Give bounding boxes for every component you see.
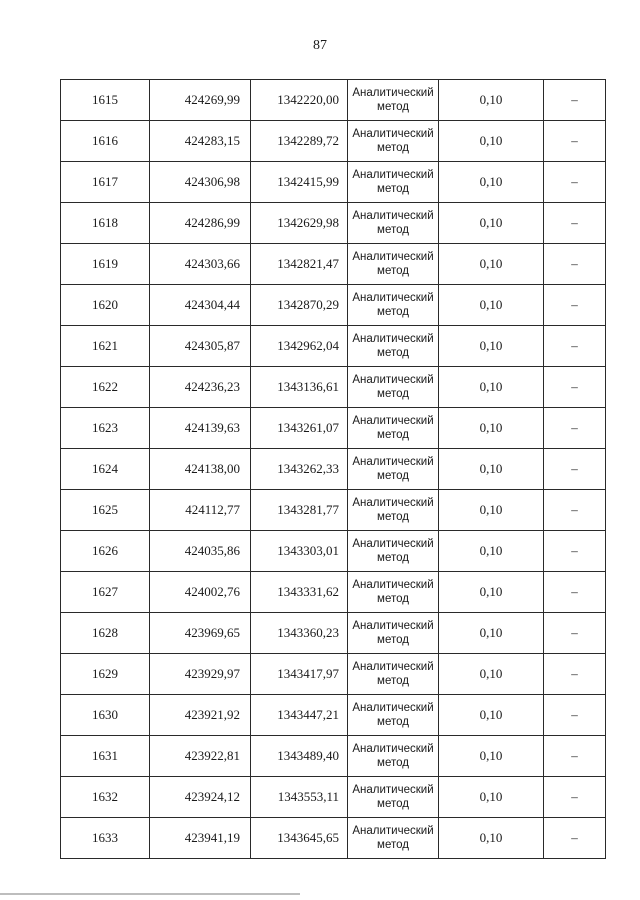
- table-row: [61, 695, 606, 736]
- method-line-2: метод: [377, 675, 409, 687]
- method-line-2: метод: [377, 429, 409, 441]
- method-line-2: метод: [377, 470, 409, 482]
- y-coordinate-cell: 1342962,04: [251, 326, 348, 367]
- method-line-2: метод: [377, 347, 409, 359]
- precision-cell: 0,10: [439, 285, 544, 326]
- method-cell: [348, 121, 439, 162]
- note-cell: –: [544, 777, 606, 818]
- method-cell: [348, 818, 439, 859]
- method-cell: [348, 326, 439, 367]
- x-coordinate-cell: 424283,15: [150, 121, 251, 162]
- precision-cell: 0,10: [439, 80, 544, 121]
- x-coordinate-cell: 424305,87: [150, 326, 251, 367]
- method-cell: [348, 408, 439, 449]
- precision-cell: 0,10: [439, 490, 544, 531]
- y-coordinate-cell: 1343303,01: [251, 531, 348, 572]
- precision-cell: 0,10: [439, 449, 544, 490]
- method-line-1: Аналитический: [352, 128, 434, 140]
- precision-cell: 0,10: [439, 531, 544, 572]
- point-number-cell: 1622: [61, 367, 150, 408]
- y-coordinate-cell: 1343136,61: [251, 367, 348, 408]
- y-coordinate-cell: 1343645,65: [251, 818, 348, 859]
- method-line-1: Аналитический: [352, 374, 434, 386]
- method-cell: [348, 285, 439, 326]
- table-row: [61, 367, 606, 408]
- x-coordinate-cell: 423969,65: [150, 613, 251, 654]
- method-cell: [348, 531, 439, 572]
- method-line-1: Аналитический: [352, 497, 434, 509]
- table-row: [61, 490, 606, 531]
- precision-cell: 0,10: [439, 818, 544, 859]
- table-row: [61, 613, 606, 654]
- note-cell: –: [544, 244, 606, 285]
- note-cell: –: [544, 367, 606, 408]
- precision-cell: 0,10: [439, 654, 544, 695]
- point-number-cell: 1616: [61, 121, 150, 162]
- method-line-1: Аналитический: [352, 579, 434, 591]
- table-body: [61, 80, 606, 859]
- note-cell: –: [544, 80, 606, 121]
- precision-cell: 0,10: [439, 613, 544, 654]
- method-line-2: метод: [377, 101, 409, 113]
- y-coordinate-cell: 1342220,00: [251, 80, 348, 121]
- method-line-2: метод: [377, 798, 409, 810]
- x-coordinate-cell: 424236,23: [150, 367, 251, 408]
- point-number-cell: 1619: [61, 244, 150, 285]
- method-cell: [348, 244, 439, 285]
- x-coordinate-cell: 424112,77: [150, 490, 251, 531]
- point-number-cell: 1617: [61, 162, 150, 203]
- method-line-2: метод: [377, 839, 409, 851]
- x-coordinate-cell: 424269,99: [150, 80, 251, 121]
- method-line-2: метод: [377, 757, 409, 769]
- method-line-1: Аналитический: [352, 210, 434, 222]
- method-cell: [348, 613, 439, 654]
- y-coordinate-cell: 1343262,33: [251, 449, 348, 490]
- method-line-1: Аналитический: [352, 415, 434, 427]
- method-line-1: Аналитический: [352, 333, 434, 345]
- method-cell: [348, 162, 439, 203]
- method-cell: [348, 203, 439, 244]
- y-coordinate-cell: 1342629,98: [251, 203, 348, 244]
- table-row: [61, 326, 606, 367]
- point-number-cell: 1621: [61, 326, 150, 367]
- table-row: [61, 818, 606, 859]
- method-line-1: Аналитический: [352, 87, 434, 99]
- point-number-cell: 1629: [61, 654, 150, 695]
- method-line-2: метод: [377, 306, 409, 318]
- y-coordinate-cell: 1343447,21: [251, 695, 348, 736]
- point-number-cell: 1627: [61, 572, 150, 613]
- point-number-cell: 1626: [61, 531, 150, 572]
- point-number-cell: 1625: [61, 490, 150, 531]
- point-number-cell: 1633: [61, 818, 150, 859]
- note-cell: –: [544, 121, 606, 162]
- method-line-1: Аналитический: [352, 743, 434, 755]
- precision-cell: 0,10: [439, 695, 544, 736]
- method-cell: [348, 572, 439, 613]
- method-cell: [348, 449, 439, 490]
- precision-cell: 0,10: [439, 736, 544, 777]
- method-line-2: метод: [377, 716, 409, 728]
- method-line-2: метод: [377, 552, 409, 564]
- y-coordinate-cell: 1343553,11: [251, 777, 348, 818]
- method-line-2: метод: [377, 142, 409, 154]
- method-line-1: Аналитический: [352, 661, 434, 673]
- note-cell: –: [544, 285, 606, 326]
- method-line-1: Аналитический: [352, 169, 434, 181]
- x-coordinate-cell: 423921,92: [150, 695, 251, 736]
- x-coordinate-cell: 424138,00: [150, 449, 251, 490]
- x-coordinate-cell: 424002,76: [150, 572, 251, 613]
- point-number-cell: 1615: [61, 80, 150, 121]
- point-number-cell: 1628: [61, 613, 150, 654]
- precision-cell: 0,10: [439, 777, 544, 818]
- method-cell: [348, 695, 439, 736]
- method-cell: [348, 654, 439, 695]
- precision-cell: 0,10: [439, 408, 544, 449]
- x-coordinate-cell: 424303,66: [150, 244, 251, 285]
- precision-cell: 0,10: [439, 121, 544, 162]
- note-cell: –: [544, 531, 606, 572]
- y-coordinate-cell: 1343281,77: [251, 490, 348, 531]
- method-line-2: метод: [377, 634, 409, 646]
- table-row: [61, 244, 606, 285]
- table-row: [61, 572, 606, 613]
- page-number: 87: [313, 38, 327, 53]
- note-cell: –: [544, 654, 606, 695]
- method-cell: [348, 367, 439, 408]
- note-cell: –: [544, 162, 606, 203]
- y-coordinate-cell: 1343417,97: [251, 654, 348, 695]
- method-cell: [348, 490, 439, 531]
- y-coordinate-cell: 1343261,07: [251, 408, 348, 449]
- method-line-2: метод: [377, 511, 409, 523]
- precision-cell: 0,10: [439, 244, 544, 285]
- precision-cell: 0,10: [439, 203, 544, 244]
- method-line-1: Аналитический: [352, 825, 434, 837]
- point-number-cell: 1623: [61, 408, 150, 449]
- x-coordinate-cell: 424286,99: [150, 203, 251, 244]
- method-cell: [348, 80, 439, 121]
- x-coordinate-cell: 423924,12: [150, 777, 251, 818]
- y-coordinate-cell: 1343489,40: [251, 736, 348, 777]
- precision-cell: 0,10: [439, 367, 544, 408]
- note-cell: –: [544, 490, 606, 531]
- note-cell: –: [544, 408, 606, 449]
- precision-cell: 0,10: [439, 326, 544, 367]
- x-coordinate-cell: 424139,63: [150, 408, 251, 449]
- table-row: [61, 736, 606, 777]
- point-number-cell: 1624: [61, 449, 150, 490]
- method-line-1: Аналитический: [352, 784, 434, 796]
- method-line-2: метод: [377, 388, 409, 400]
- y-coordinate-cell: 1342289,72: [251, 121, 348, 162]
- method-cell: [348, 736, 439, 777]
- method-line-2: метод: [377, 265, 409, 277]
- point-number-cell: 1631: [61, 736, 150, 777]
- table-row: [61, 449, 606, 490]
- precision-cell: 0,10: [439, 572, 544, 613]
- note-cell: –: [544, 203, 606, 244]
- method-line-1: Аналитический: [352, 702, 434, 714]
- note-cell: –: [544, 695, 606, 736]
- note-cell: –: [544, 326, 606, 367]
- table-row: [61, 777, 606, 818]
- scan-artifact-line: [0, 893, 300, 895]
- table-row: [61, 531, 606, 572]
- table-row: [61, 80, 606, 121]
- point-number-cell: 1618: [61, 203, 150, 244]
- table-row: [61, 654, 606, 695]
- table-row: [61, 121, 606, 162]
- point-number-cell: 1630: [61, 695, 150, 736]
- table-row: [61, 285, 606, 326]
- note-cell: –: [544, 572, 606, 613]
- method-line-1: Аналитический: [352, 292, 434, 304]
- table-row: [61, 203, 606, 244]
- method-line-1: Аналитический: [352, 538, 434, 550]
- method-line-2: метод: [377, 183, 409, 195]
- x-coordinate-cell: 423922,81: [150, 736, 251, 777]
- method-cell: [348, 777, 439, 818]
- precision-cell: 0,10: [439, 162, 544, 203]
- point-number-cell: 1620: [61, 285, 150, 326]
- y-coordinate-cell: 1342821,47: [251, 244, 348, 285]
- table-row: [61, 162, 606, 203]
- y-coordinate-cell: 1342415,99: [251, 162, 348, 203]
- x-coordinate-cell: 423929,97: [150, 654, 251, 695]
- note-cell: –: [544, 736, 606, 777]
- note-cell: –: [544, 818, 606, 859]
- coordinates-table: [60, 79, 606, 859]
- note-cell: –: [544, 449, 606, 490]
- method-line-1: Аналитический: [352, 620, 434, 632]
- x-coordinate-cell: 424306,98: [150, 162, 251, 203]
- method-line-2: метод: [377, 224, 409, 236]
- x-coordinate-cell: 423941,19: [150, 818, 251, 859]
- point-number-cell: 1632: [61, 777, 150, 818]
- note-cell: –: [544, 613, 606, 654]
- x-coordinate-cell: 424304,44: [150, 285, 251, 326]
- y-coordinate-cell: 1343360,23: [251, 613, 348, 654]
- y-coordinate-cell: 1343331,62: [251, 572, 348, 613]
- method-line-2: метод: [377, 593, 409, 605]
- table-row: [61, 408, 606, 449]
- x-coordinate-cell: 424035,86: [150, 531, 251, 572]
- method-line-1: Аналитический: [352, 456, 434, 468]
- y-coordinate-cell: 1342870,29: [251, 285, 348, 326]
- method-line-1: Аналитический: [352, 251, 434, 263]
